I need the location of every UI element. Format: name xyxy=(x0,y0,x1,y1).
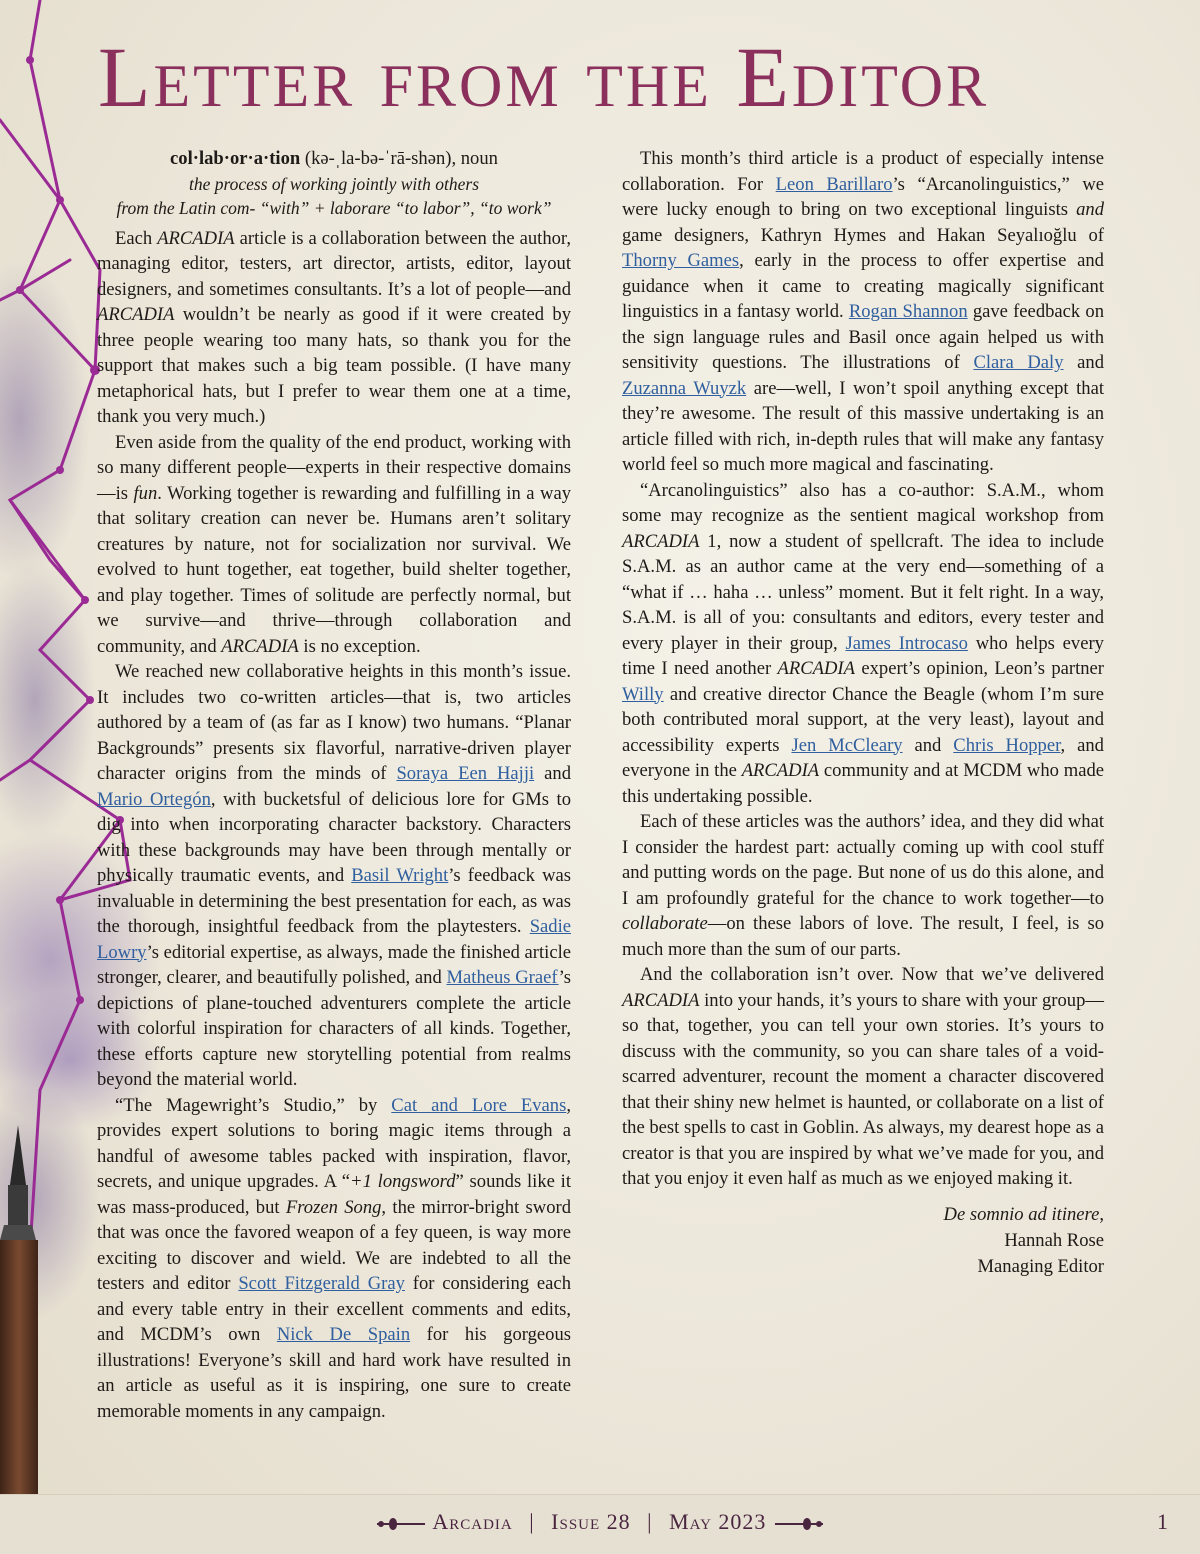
link-matheus-graef[interactable]: Matheus Graef xyxy=(446,967,559,988)
paragraph-1: Each ARCADIA article is a collaboration between the author, managing editor, testers, art director, artists, editor, layout designers, and sometimes consultants. It’s a lot of people—and ARCADIA wouldn’t be nearly as good if it were created by three people wearing too many hats, so thank you for the support that makes such a big team possible. (I have many metaphorical hats, but I prefer to wear them one at a time, thank you very much.) xyxy=(97,227,572,427)
link-james-introcaso[interactable]: James Introcaso xyxy=(845,632,968,654)
flourish-left-icon xyxy=(375,1512,427,1536)
footer-date: May 2023 xyxy=(669,1509,767,1534)
right-column xyxy=(622,146,1104,1280)
definition-pronunciation: (kə-ˌla-bə-ˈrā-shən), noun xyxy=(304,148,498,169)
footer-separator: | xyxy=(647,1509,653,1534)
page-footer xyxy=(0,1494,1200,1554)
signature-name: Hannah Rose xyxy=(1004,1229,1104,1251)
link-mario-ortegon[interactable]: Mario Ortegón xyxy=(97,788,211,810)
link-thorny-games[interactable]: Thorny Games xyxy=(622,250,740,271)
watercolor-wash xyxy=(0,560,95,840)
link-basil-wright[interactable]: Basil Wright xyxy=(351,865,449,886)
paragraph-7: Each of these articles was the authors’ idea, and they did what I consider the hardest part: actually coming up with cool stuff and putting words on the page. But none of us do this alone, and I am profoundly grateful for the chance to work together—to collaborate—on these labors of love. The result, I feel, is so much more than the sum of our parts. xyxy=(622,811,1104,960)
link-rogan-shannon[interactable]: Rogan Shannon xyxy=(848,301,968,322)
paragraph-6: “Arcanolinguistics” also has a co-author: S.A.M., whom some may recognize as the sentient magical workshop from ARCADIA 1, now a student of spellcraft. The idea to include S.A.M. as an author came at the very end—something of a “what if … haha … unless” moment. But it felt right. In a way, S.A.M. is all of you: consultants and editors, every tester and every player in their group, James Introcaso who helps every time I need another ARCADIA expert’s opinion, Leon’s partner Willy and creative director Chance the Beagle (whom I’m sure both contributed moral support, at the very least), layout and accessibility experts Jen McCleary and Chris Hopper, and everyone in the ARCADIA community and at MCDM who made this undertaking possible. xyxy=(622,479,1104,807)
link-chris-hopper[interactable]: Chris Hopper xyxy=(953,734,1061,756)
paragraph-3: We reached new collaborative heights in this month’s issue. It includes two co-written articles—that is, two articles authored by a team of (as far as I know) two humans. “Planar Backgrounds” presents six flavorful, narrative-driven player character origins from the minds of Soraya Een Hajji and Mario Ortegón, with bucketsful of delicious lore for GMs to dig into when incorporating character backstory. Characters with these backgrounds may have been through mentally or physically traumatic events, and Basil Wright’s feedback was invaluable in determining the best presentation for each, as was the thorough, insightful feedback from the playtesters. Sadie Lowry’s editorial expertise, as always, made the finished article stronger, clearer, and beautifully polished, and Matheus Graef’s depictions of plane-touched adventurers complete the article with colorful inspiration for characters of all kinds. Together, these efforts capture new storytelling potential from realms beyond the material world. xyxy=(97,661,571,1090)
link-leon-barillaro[interactable]: Leon Barillaro xyxy=(775,173,893,195)
paragraph-8: And the collaboration isn’t over. Now that we’ve delivered ARCADIA into your hands, it’s yours to share with your group—so that, together, you can tell your own stories. It’s yours to discuss with the community, so you can share tales of a void-scarred adventurer, recount the moment a character discovered that their shiny new helmet is haunted, or collaborate on a list of the best spells to cast in Goblin. As always, my dearest hope as a creator is that you are inspired by what we’ve made for you, and that you enjoy it even half as much as we enjoyed making it. xyxy=(622,964,1104,1189)
signature-block: De somnio ad itinere, Hannah Rose Managing Editor xyxy=(622,1202,1104,1280)
link-sadie-lowry[interactable]: Sadie Lowry xyxy=(97,916,571,963)
link-scott-fitzgerald-gray[interactable]: Scott Fitzgerald Gray xyxy=(238,1273,405,1294)
paragraph-2: Even aside from the quality of the end product, working with so many different people—experts in their respective domains—is fun. Working together is rewarding and fulfilling in a way that solitary creation can never be. Humans aren’t solitary creatures by nature, not for socialization nor survival. We evolved to hunt together, eat together, build shelter together, and play together. Times of solitude are perfectly normal, but we survive—and thrive—through collaboration and community, and ARCADIA is no exception. xyxy=(97,431,571,657)
definition-meaning: the process of working jointly with others xyxy=(188,173,480,194)
link-jen-mccleary[interactable]: Jen McCleary xyxy=(791,734,903,756)
footer-issue: Issue 28 xyxy=(551,1509,631,1534)
paragraph-5: This month’s third article is a product of especially intense collaboration. For Leon Barillaro’s “Arcanolinguistics,” we were lucky enough to bring on two exceptional linguists and game designers, Kathryn Hymes and Hakan Seyalıoğlu of Thorny Games, early in the process to offer expertise and guidance when it came to creating magically significant linguistics in a fantasy world. Rogan Shannon gave feedback on the sign language rules and Basil once again helped us with sensitivity questions. The illustrations of Clara Daly and Zuzanna Wuyzk are—well, I won’t spoil anything except that they’re awesome. The result of this massive undertaking is an article filled with rich, in-depth rules that will make any fantasy world feel so much more magical and fascinating. xyxy=(622,148,1105,475)
page-title: Letter from the Editor xyxy=(98,29,990,125)
signature-role: Managing Editor xyxy=(977,1255,1104,1277)
definition-origin: from the Latin com- “with” + laborare “to labor”, “to work” xyxy=(116,197,552,218)
link-willy[interactable]: Willy xyxy=(622,683,664,705)
link-soraya-een-hajji[interactable]: Soraya Een Hajji xyxy=(396,763,535,784)
paragraph-4: “The Magewright’s Studio,” by Cat and Lore Evans, provides expert solutions to boring magic items through a handful of awesome tables packed with inspiration, flavor, secrets, and unique upgrades. A “+1 longsword” sounds like it was mass-produced, but Frozen Song, the mirror-bright sword that was once the favored weapon of a fey queen, is way more exciting to discover and wield. We are indebted to all the testers and editor Scott Fitzgerald Gray for considering each and every table entry in their excellent comments and edits, and MCDM’s own Nick De Spain for his gorgeous illustrations! Everyone’s skill and hard work have resulted in an article as useful as it is inspiring, one sure to create memorable moments in any campaign. xyxy=(97,1094,571,1422)
left-column xyxy=(97,146,571,1424)
definition-word: col·lab·or·a·tion xyxy=(170,148,301,169)
link-nick-de-spain[interactable]: Nick De Spain xyxy=(276,1324,411,1345)
flourish-right-icon xyxy=(773,1512,825,1536)
page-number: 1 xyxy=(1157,1509,1168,1534)
definition-block xyxy=(97,146,571,220)
link-clara-daly[interactable]: Clara Daly xyxy=(973,352,1064,373)
footer-separator: | xyxy=(529,1509,535,1534)
link-cat-and-lore-evans[interactable]: Cat and Lore Evans xyxy=(391,1094,567,1116)
signature-motto: De somnio ad itinere xyxy=(943,1203,1100,1225)
footer-publication: Arcadia xyxy=(432,1509,513,1534)
link-zuzanna-wuyzk[interactable]: Zuzanna Wuyzk xyxy=(622,377,747,399)
